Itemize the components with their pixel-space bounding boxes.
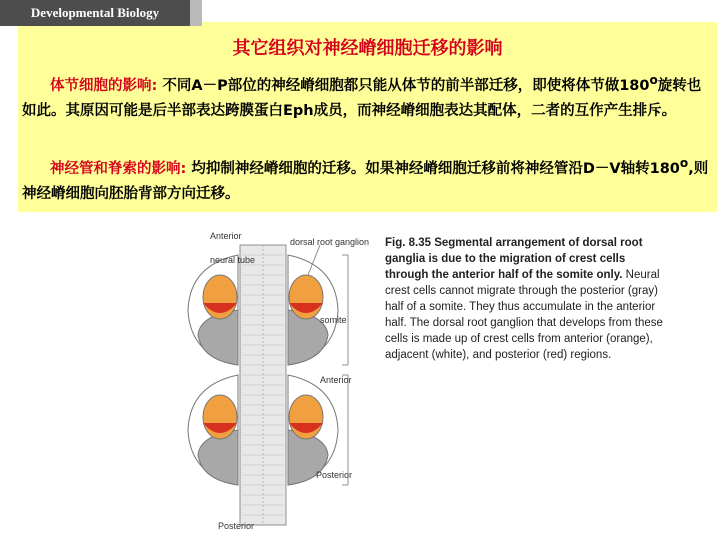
- label-posterior-right: Posterior: [316, 470, 353, 480]
- paragraph2-text2: ,则神经嵴细胞向胚胎背部方向迁移。: [22, 160, 709, 202]
- label-dorsal-root-ganglion: dorsal root ganglion: [290, 237, 370, 247]
- paragraph2-degree: o: [679, 156, 689, 170]
- paragraph2-lead: 神经管和脊索的影响:: [50, 160, 187, 177]
- course-tag: Developmental Biology: [0, 0, 190, 26]
- figure-caption: [385, 235, 665, 363]
- course-tag-edge: [190, 0, 202, 26]
- label-posterior-bottom: Posterior: [218, 521, 255, 531]
- slide-title: 其它组织对神经嵴细胞迁移的影响: [232, 38, 503, 59]
- figure-8-35: [180, 215, 668, 535]
- paragraph-somite-effect: [22, 68, 712, 124]
- label-somite: somite: [320, 315, 347, 325]
- label-anterior-mid: Anterior: [320, 375, 352, 385]
- paragraph1-degree: o: [649, 73, 658, 87]
- paragraph1-text2: 旋转也如此。其原因可能是后半部表达跨膜蛋白Eph成员，而神经嵴细胞表达其配体，二者的互作产生排斥。: [22, 77, 702, 119]
- somite-bracket: [342, 255, 348, 485]
- label-anterior-top: Anterior: [210, 231, 242, 241]
- caption-bold: Fig. 8.35 Segmental arrangement of dorsal root ganglia is due to the migration of crest cells through the anterior half of the somite only.: [385, 237, 643, 281]
- paragraph1-lead: 体节细胞的影响:: [50, 77, 158, 94]
- paragraph2-text: 均抑制神经嵴细胞的迁移。如果神经嵴细胞迁移前将神经管沿D－V轴转180: [186, 160, 680, 177]
- caption-text: Neural crest cells cannot migrate through the posterior (gray) half of a somite. They thus accumulate in the anterior half. The dorsal root ganglion that develops from these cells is made up of crest cells from anterior (orange), adjacent (white), and posterior (red) regions.: [385, 269, 663, 361]
- text-box: [18, 22, 717, 212]
- paragraph-neural-tube-effect: [22, 151, 712, 207]
- paragraph1-text: 不同A－P部位的神经嵴细胞都只能从体节的前半部迁移，即使将体节做180: [157, 77, 650, 94]
- label-neural-tube: neural tube: [210, 255, 256, 265]
